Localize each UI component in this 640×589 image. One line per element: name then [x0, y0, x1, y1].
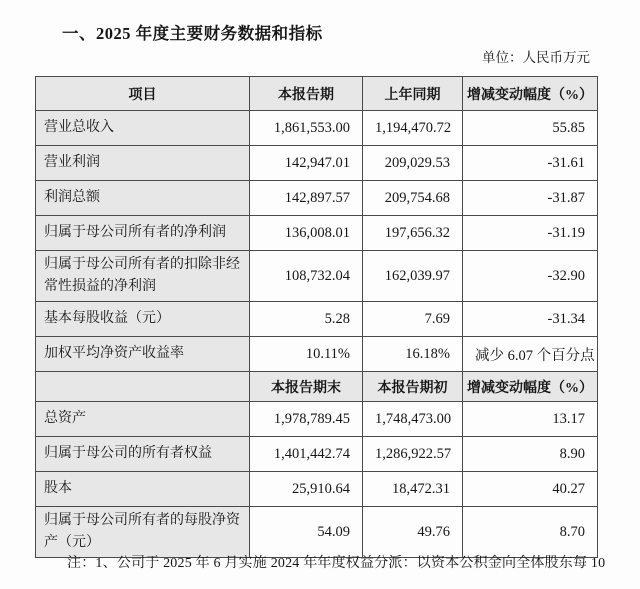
row-prior-value: 7.69 [363, 302, 463, 337]
row-current-value: 1,978,789.45 [250, 402, 363, 437]
row-prior-value: 209,754.68 [363, 181, 463, 216]
column-header-current-period: 本报告期 [250, 77, 363, 111]
row-change-value: -31.87 [463, 181, 598, 216]
column-header-period-begin: 本报告期初 [363, 372, 463, 402]
row-item-label: 总资产 [36, 402, 250, 437]
table-row-basic-eps [36, 302, 598, 337]
row-change-value: -32.90 [463, 251, 598, 302]
row-change-value: -31.19 [463, 216, 598, 251]
row-prior-value: 16.18% [363, 337, 463, 372]
column-header-change: 增减变动幅度（%） [463, 372, 598, 402]
row-item-label: 加权平均净资产收益率 [36, 337, 250, 372]
row-change-value: -31.34 [463, 302, 598, 337]
unit-label: 单位：人民币万元 [482, 50, 590, 65]
row-item-label: 归属于母公司的所有者权益 [36, 437, 250, 472]
row-item-label: 股本 [36, 472, 250, 507]
row-current-value: 54.09 [250, 507, 363, 558]
row-change-value: 减少 6.07 个百分点 [463, 337, 598, 372]
row-change-value: 8.70 [463, 507, 598, 558]
table-row-share-capital [36, 472, 598, 507]
header-row-period [36, 77, 598, 111]
row-item-label: 营业总收入 [36, 111, 250, 146]
footnote: 注：1、公司于 2025 年 6 月实施 2024 年年度权益分派：以资本公积金向全体股东每 10 [67, 556, 606, 571]
row-item-label: 利润总额 [36, 181, 250, 216]
table-row-total-assets [36, 402, 598, 437]
column-header-empty [36, 372, 250, 402]
row-current-value: 142,897.57 [250, 181, 363, 216]
row-current-value: 142,947.01 [250, 146, 363, 181]
row-prior-value: 49.76 [363, 507, 463, 558]
row-change-value: 40.27 [463, 472, 598, 507]
table-row-total-revenue [36, 111, 598, 146]
column-header-prior-period: 上年同期 [363, 77, 463, 111]
table-row-total-profit [36, 181, 598, 216]
table-row-weighted-avg-roe [36, 337, 598, 372]
row-item-label: 营业利润 [36, 146, 250, 181]
row-item-label: 归属于母公司所有者的每股净资产（元） [36, 507, 250, 558]
financial-data-table [35, 76, 598, 558]
row-current-value: 136,008.01 [250, 216, 363, 251]
table-row-net-profit-parent [36, 216, 598, 251]
row-current-value: 1,401,442.74 [250, 437, 363, 472]
row-current-value: 5.28 [250, 302, 363, 337]
row-current-value: 108,732.04 [250, 251, 363, 302]
row-change-value: 55.85 [463, 111, 598, 146]
row-prior-value: 1,194,470.72 [363, 111, 463, 146]
column-header-change: 增减变动幅度（%） [463, 77, 598, 111]
row-prior-value: 1,748,473.00 [363, 402, 463, 437]
row-current-value: 10.11% [250, 337, 363, 372]
row-prior-value: 209,029.53 [363, 146, 463, 181]
row-item-label: 归属于母公司所有者的扣除非经常性损益的净利润 [36, 251, 250, 302]
table-row-net-assets-per-share [36, 507, 598, 558]
row-change-value: 8.90 [463, 437, 598, 472]
column-header-period-end: 本报告期末 [250, 372, 363, 402]
row-item-label: 归属于母公司所有者的净利润 [36, 216, 250, 251]
row-item-label: 基本每股收益（元） [36, 302, 250, 337]
table-row-net-profit-excl-nonrecurring [36, 251, 598, 302]
table-row-operating-profit [36, 146, 598, 181]
row-prior-value: 162,039.97 [363, 251, 463, 302]
table-row-equity-parent [36, 437, 598, 472]
row-current-value: 25,910.64 [250, 472, 363, 507]
row-change-value: -31.61 [463, 146, 598, 181]
header-row-balance [36, 372, 598, 402]
row-change-value: 13.17 [463, 402, 598, 437]
page-title: 一、2025 年度主要财务数据和指标 [62, 24, 323, 43]
row-current-value: 1,861,553.00 [250, 111, 363, 146]
column-header-item: 项目 [36, 77, 250, 111]
row-prior-value: 1,286,922.57 [363, 437, 463, 472]
row-prior-value: 197,656.32 [363, 216, 463, 251]
row-prior-value: 18,472.31 [363, 472, 463, 507]
